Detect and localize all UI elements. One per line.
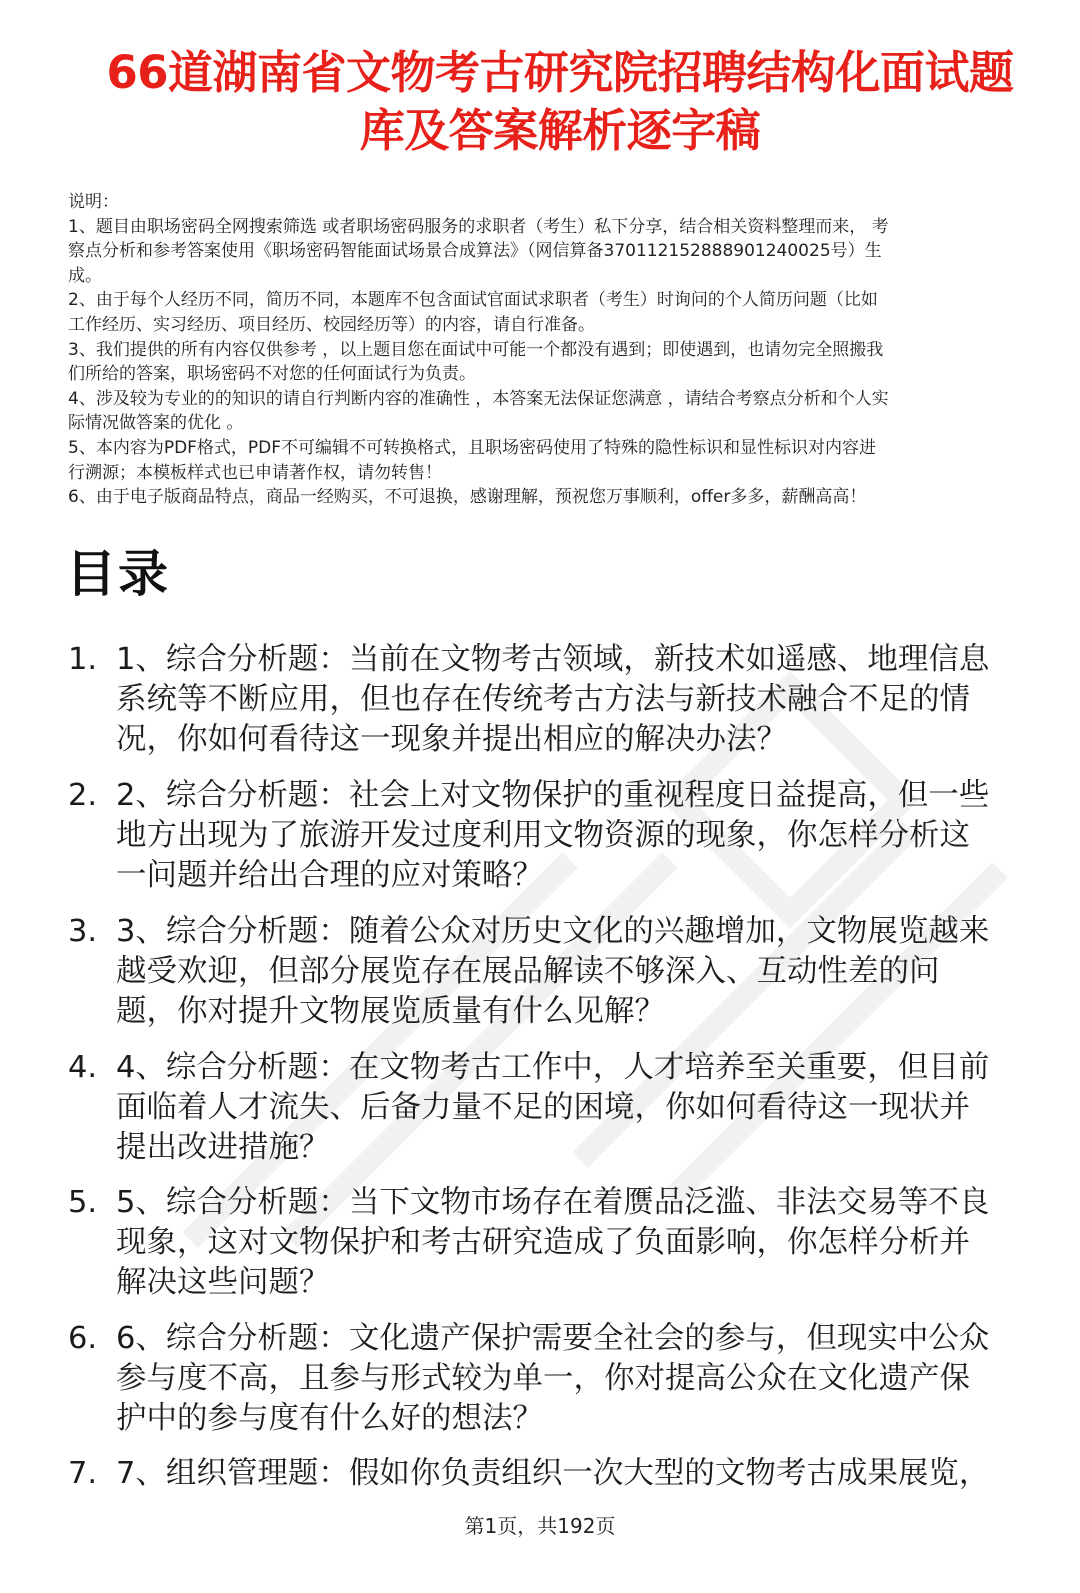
toc-line: 3、综合分析题：随着公众对历史文化的兴趣增加，文物展览越来: [116, 914, 990, 949]
toc-line: 4、综合分析题：在文物考古工作中，人才培养至关重要，但目前: [116, 1050, 990, 1085]
title-line-2: 库及答案解析逐字稿: [359, 104, 761, 157]
toc-line: 现象，这对文物保护和考古研究造成了负面影响，你怎样分析并: [116, 1225, 970, 1260]
toc-line: 6、综合分析题：文化遗产保护需要全社会的参与，但现实中公众: [116, 1321, 990, 1356]
toc-item-text: [116, 1048, 1046, 1168]
note-line: 3、我们提供的所有内容仅供参考 ，以上题目您在面试中可能一个都没有遇到；即使遇到，也请勿完全照搬我: [68, 339, 884, 360]
title-line-1: 66道湖南省文物考古研究院招聘结构化面试题: [106, 46, 1014, 99]
note-line: 察点分析和参考答案使用《职场密码智能面试场景合成算法》（网信算备370112152888901240025号）生: [68, 241, 882, 262]
note-line: 际情况做答案的优化 。: [68, 413, 244, 434]
toc-line: 护中的参与度有什么好的想法？: [116, 1401, 543, 1436]
toc-line: 况，你如何看待这一现象并提出相应的解决办法？: [116, 722, 787, 757]
toc-line: 一问题并给出合理的应对策略？: [116, 858, 543, 893]
toc-heading: 目录: [66, 545, 170, 603]
notes-heading: 说明：: [68, 192, 119, 212]
note-line: 行溯源；本模板样式也已申请著作权，请勿转售！: [68, 462, 442, 483]
document-title: [60, 44, 1060, 160]
toc-line: 5、综合分析题：当下文物市场存在着赝品泛滥、非法交易等不良: [116, 1185, 990, 1220]
note-line: 6、由于电子版商品特点，商品一经购买，不可退换，感谢理解，预祝您万事顺利，offer多多，薪酬高高！: [68, 487, 867, 508]
toc-line: 参与度不高，且参与形式较为单一，你对提高公众在文化遗产保: [116, 1361, 970, 1396]
page-footer: 第1页，共192页: [464, 1514, 616, 1538]
toc-line: 1、综合分析题：当前在文物考古领域，新技术如遥感、地理信息: [116, 642, 990, 677]
toc-item-number: 6.: [68, 1321, 98, 1356]
toc-item-text: [116, 1319, 1046, 1439]
toc-item-text: [116, 640, 1046, 760]
toc-item-number: 3.: [68, 914, 98, 949]
toc-line: 解决这些问题？: [116, 1265, 330, 1300]
instructions-section: [68, 190, 1058, 510]
toc-item-text: [116, 912, 1046, 1032]
toc-item-number: 4.: [68, 1050, 98, 1085]
toc-line: 面临着人才流失、后备力量不足的困境，你如何看待这一现状并: [116, 1090, 970, 1125]
toc-line: 2、综合分析题：社会上对文物保护的重视程度日益提高，但一些: [116, 778, 990, 813]
toc-item-number: 7.: [68, 1456, 98, 1491]
note-line: 成。: [68, 265, 102, 286]
toc-line: 系统等不断应用，但也存在传统考古方法与新技术融合不足的情: [116, 682, 970, 717]
note-line: 们所给的答案，职场密码不对您的任何面试行为负责。: [68, 364, 476, 385]
toc-item-number: 2.: [68, 778, 98, 813]
note-line: 1、题目由职场密码全网搜索筛选 或者职场密码服务的求职者（考生）私下分享，结合相关资料整理而来， 考: [68, 216, 889, 237]
toc-item-text: [116, 776, 1046, 896]
note-line: 2、由于每个人经历不同，简历不同，本题库不包含面试官面试求职者（考生）时询问的个人简历问题（比如: [68, 290, 878, 311]
toc-item-number: 1.: [68, 642, 98, 677]
toc-item-text: [116, 1183, 1046, 1303]
note-line: 工作经历、实习经历、项目经历、校园经历等）的内容，请自行准备。: [68, 314, 595, 335]
toc-line: 提出改进措施？: [116, 1130, 330, 1165]
toc-line: 地方出现为了旅游开发过度利用文物资源的现象，你怎样分析这: [116, 818, 970, 853]
note-line: 4、涉及较为专业的的知识的请自行判断内容的准确性 ，本答案无法保证您满意 ，请结合考察点分析和个人实: [68, 388, 889, 409]
toc-line: 题，你对提升文物展览质量有什么见解？: [116, 994, 665, 1029]
toc-item-text: [116, 1454, 1046, 1494]
toc-line: 7、组织管理题：假如你负责组织一次大型的文物考古成果展览，: [116, 1456, 990, 1491]
toc-item-number: 5.: [68, 1185, 98, 1220]
note-line: 5、本内容为PDF格式，PDF不可编辑不可转换格式，且职场密码使用了特殊的隐性标识和显性标识对内容进: [68, 437, 877, 458]
toc-line: 越受欢迎，但部分展览存在展品解读不够深入、互动性差的问: [116, 954, 940, 989]
